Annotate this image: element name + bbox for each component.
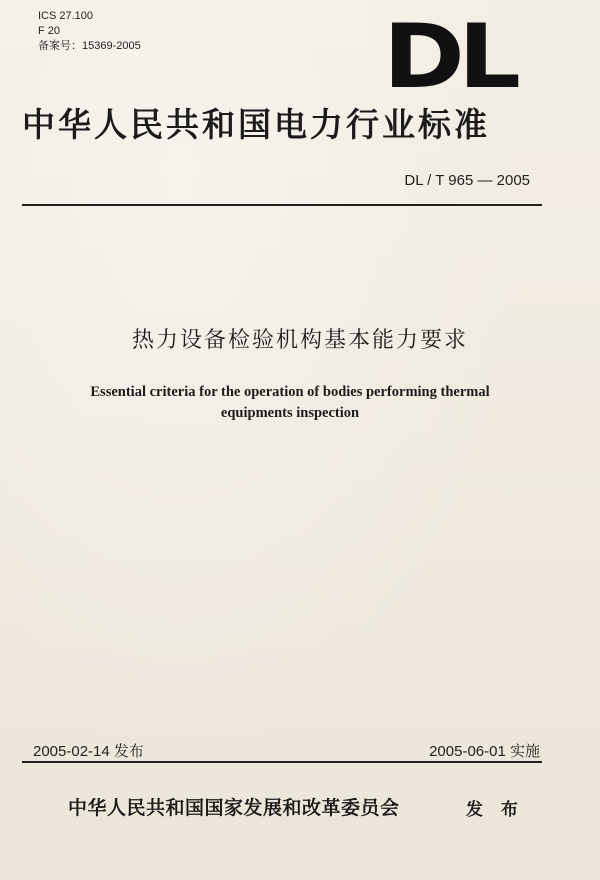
dl-logo: DL bbox=[383, 5, 515, 108]
title-en-line-1: Essential criteria for the operation of bodies performing thermal bbox=[90, 384, 490, 400]
document-title-en bbox=[50, 382, 530, 424]
issuer-action: 发 布 bbox=[466, 800, 524, 820]
header-divider bbox=[22, 204, 542, 206]
standard-number: DL / T 965 — 2005 bbox=[404, 172, 530, 189]
footer-divider bbox=[22, 761, 542, 763]
ics-code: ICS 27.100 bbox=[38, 10, 94, 22]
record-number: 备案号：15369-2005 bbox=[38, 40, 141, 52]
title-en-line-2: equipments inspection bbox=[220, 405, 360, 421]
class-code: F 20 bbox=[38, 25, 61, 37]
issue-date: 2005-02-14 发布 bbox=[33, 743, 144, 760]
classification-block bbox=[38, 9, 141, 54]
industry-standard-title: 中华人民共和国电力行业标准 bbox=[22, 105, 490, 144]
document-title-zh: 热力设备检验机构基本能力要求 bbox=[131, 328, 468, 353]
issuing-authority: 中华人民共和国国家发展和改革委员会 bbox=[68, 797, 400, 819]
effective-date: 2005-06-01 实施 bbox=[429, 743, 540, 760]
